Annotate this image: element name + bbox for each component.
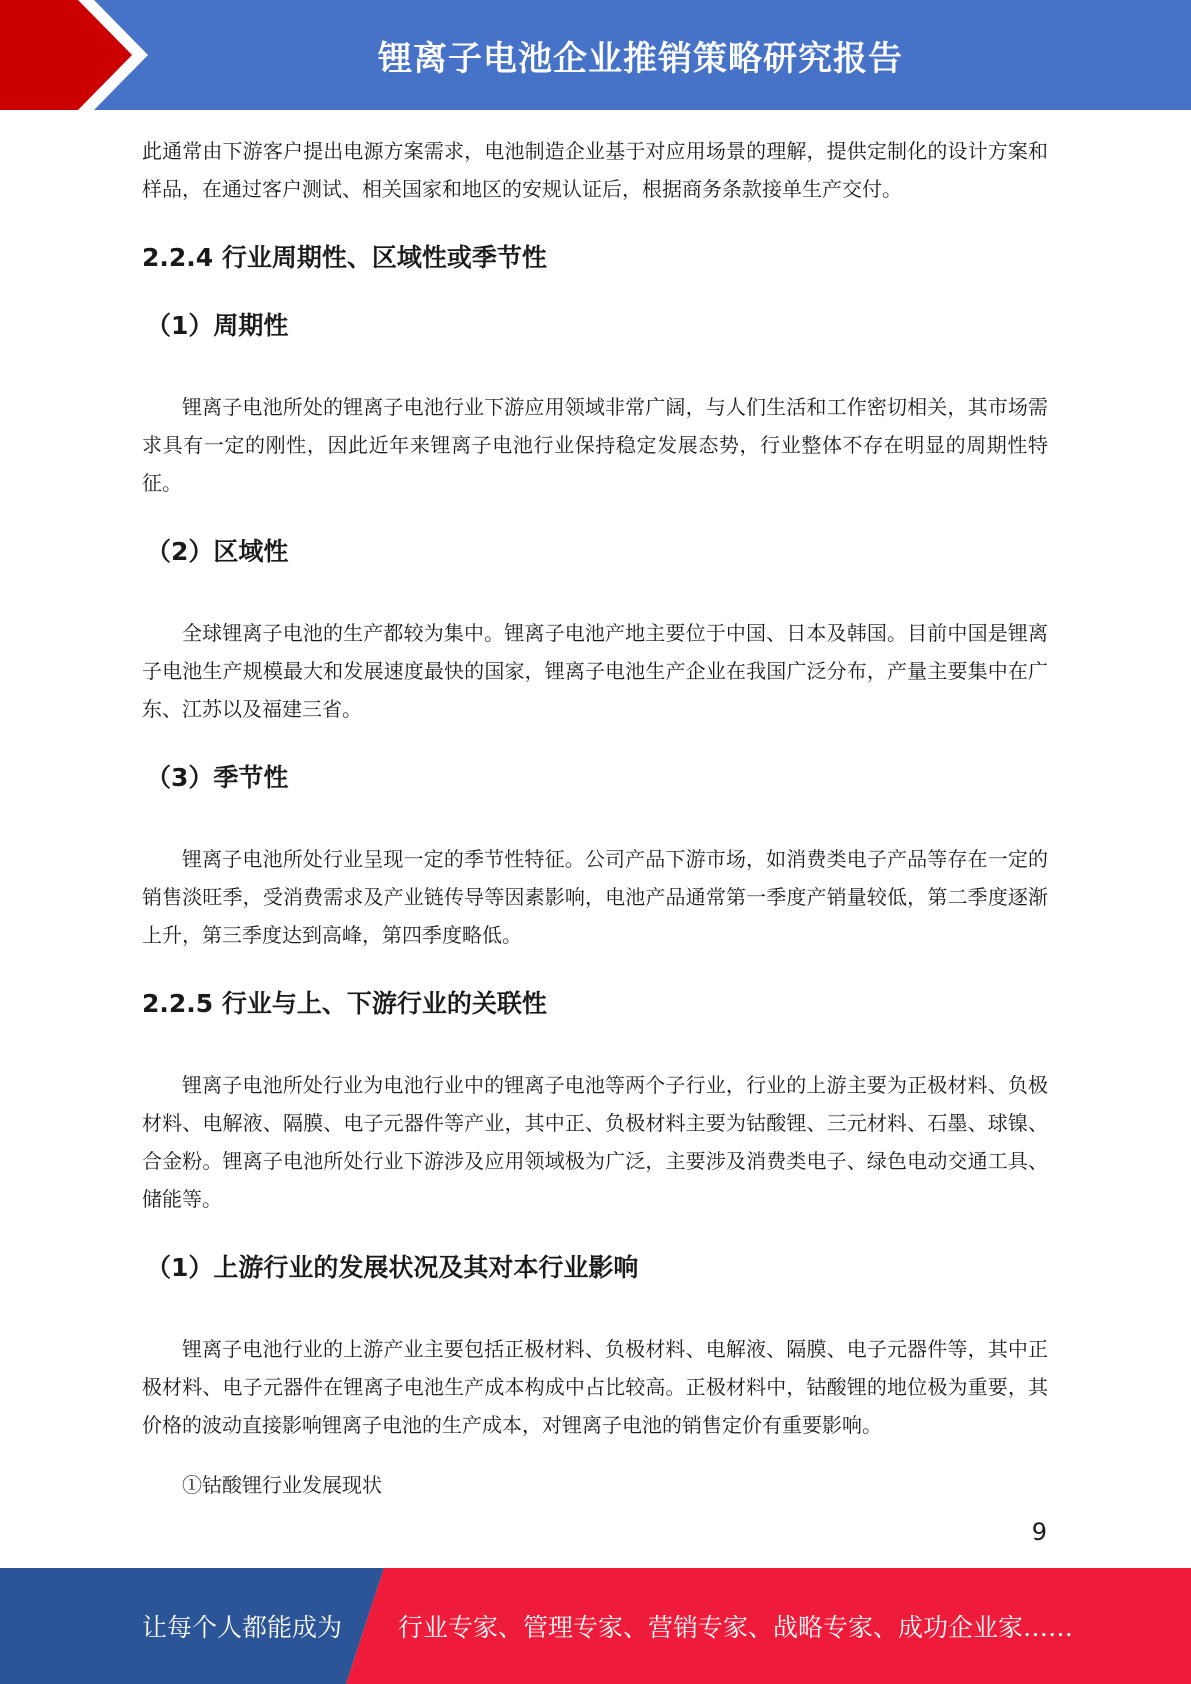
document-body <box>142 132 1048 1504</box>
report-title: 锂离子电池企业推销策略研究报告 <box>378 38 903 79</box>
subheading-upstream: （1）上游行业的发展状况及其对本行业影响 <box>146 1253 639 1282</box>
section-heading-2-2-4: 2.2.4 行业周期性、区域性或季节性 <box>142 243 547 272</box>
footer-slogan-right: 行业专家、管理专家、营销专家、战略专家、成功企业家…… <box>398 1613 1074 1642</box>
paragraph-industry-linkage: 锂离子电池所处行业为电池行业中的锂离子电池等两个子行业，行业的上游主要为正极材料、负极材料、电解液、隔膜、电子元器件等产业，其中正、负极材料主要为钴酸锂、三元材料、石墨、球镍、合金粉。锂离子电池所处行业下游涉及应用领域极为广泛，主要涉及消费类电子、绿色电动交通工具、储能等。 <box>142 1073 1048 1211</box>
paragraph-cyclical: 锂离子电池所处的锂离子电池行业下游应用领域非常广阔，与人们生活和工作密切相关，其市场需求具有一定的刚性，因此近年来锂离子电池行业保持稳定发展态势，行业整体不存在明显的周期性特征。 <box>142 395 1048 495</box>
page-footer <box>0 1568 1191 1684</box>
subheading-regional: （2）区域性 <box>146 537 289 566</box>
paragraph-regional: 全球锂离子电池的生产都较为集中。锂离子电池产地主要位于中国、日本及韩国。目前中国是锂离子电池生产规模最大和发展速度最快的国家，锂离子电池生产企业在我国广泛分布，产量主要集中在广东、江苏以及福建三省。 <box>142 621 1048 721</box>
subheading-seasonal: （3）季节性 <box>146 763 289 792</box>
page-number: 9 <box>1031 1518 1047 1546</box>
list-item-lithium-cobalt-oxide: ①钴酸锂行业发展现状 <box>182 1473 382 1497</box>
subheading-cyclical: （1）周期性 <box>146 311 289 340</box>
section-heading-2-2-5: 2.2.5 行业与上、下游行业的关联性 <box>142 989 547 1018</box>
page-header <box>0 0 1191 110</box>
paragraph-upstream: 锂离子电池行业的上游产业主要包括正极材料、负极材料、电解液、隔膜、电子元器件等，其中正极材料、电子元器件在锂离子电池生产成本构成中占比较高。正极材料中，钴酸锂的地位极为重要，其价格的波动直接影响锂离子电池的生产成本，对锂离子电池的销售定价有重要影响。 <box>142 1337 1048 1437</box>
paragraph-seasonal: 锂离子电池所处行业呈现一定的季节性特征。公司产品下游市场，如消费类电子产品等存在一定的销售淡旺季，受消费需求及产业链传导等因素影响，电池产品通常第一季度产销量较低，第二季度逐渐上升，第三季度达到高峰，第四季度略低。 <box>142 847 1048 947</box>
footer-slogan-left: 让每个人都能成为 <box>142 1613 343 1642</box>
intro-paragraph: 此通常由下游客户提出电源方案需求，电池制造企业基于对应用场景的理解，提供定制化的设计方案和样品，在通过客户测试、相关国家和地区的安规认证后，根据商务条款接单生产交付。 <box>142 139 1048 201</box>
